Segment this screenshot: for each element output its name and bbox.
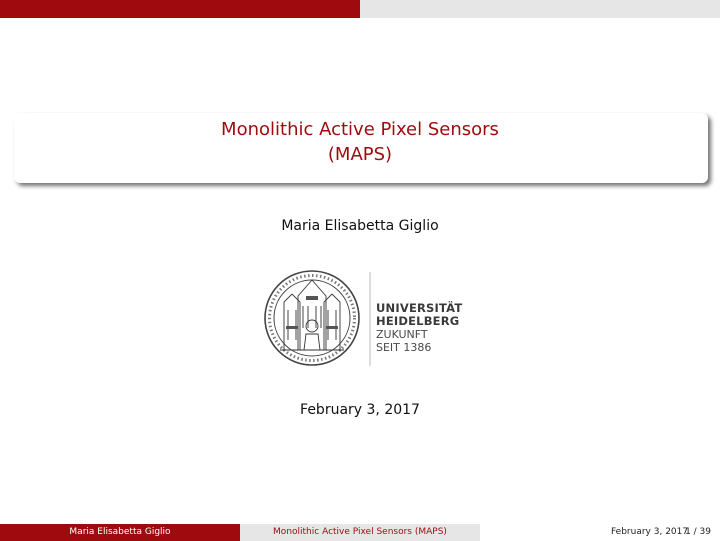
header-bar-right (360, 0, 720, 18)
author-name: Maria Elisabetta Giglio (281, 218, 439, 234)
presentation-date: February 3, 2017 (300, 402, 420, 418)
header-progress-bar (0, 0, 720, 18)
footer-bar (0, 524, 720, 541)
university-seal (265, 271, 359, 365)
footer-author: Maria Elisabetta Giglio (0, 524, 240, 541)
page-number: 1 / 39 (685, 527, 711, 537)
wordmark-line3: ZUKUNFT (376, 328, 428, 341)
wordmark-line1: UNIVERSITÄT (376, 301, 463, 315)
wordmark-line2: HEIDELBERG (376, 314, 460, 328)
footer-date: February 3, 2017 (611, 527, 689, 537)
footer-date-section (480, 524, 720, 541)
slide-title-line1: Monolithic Active Pixel Sensors (221, 119, 499, 140)
slide-title (0, 117, 720, 167)
wordmark-line4: SEIT 1386 (376, 341, 432, 354)
slide-title-line2: (MAPS) (327, 144, 393, 165)
header-bar-left (0, 0, 360, 18)
footer-title: Monolithic Active Pixel Sensors (MAPS) (240, 524, 480, 541)
university-wordmark (376, 302, 462, 354)
